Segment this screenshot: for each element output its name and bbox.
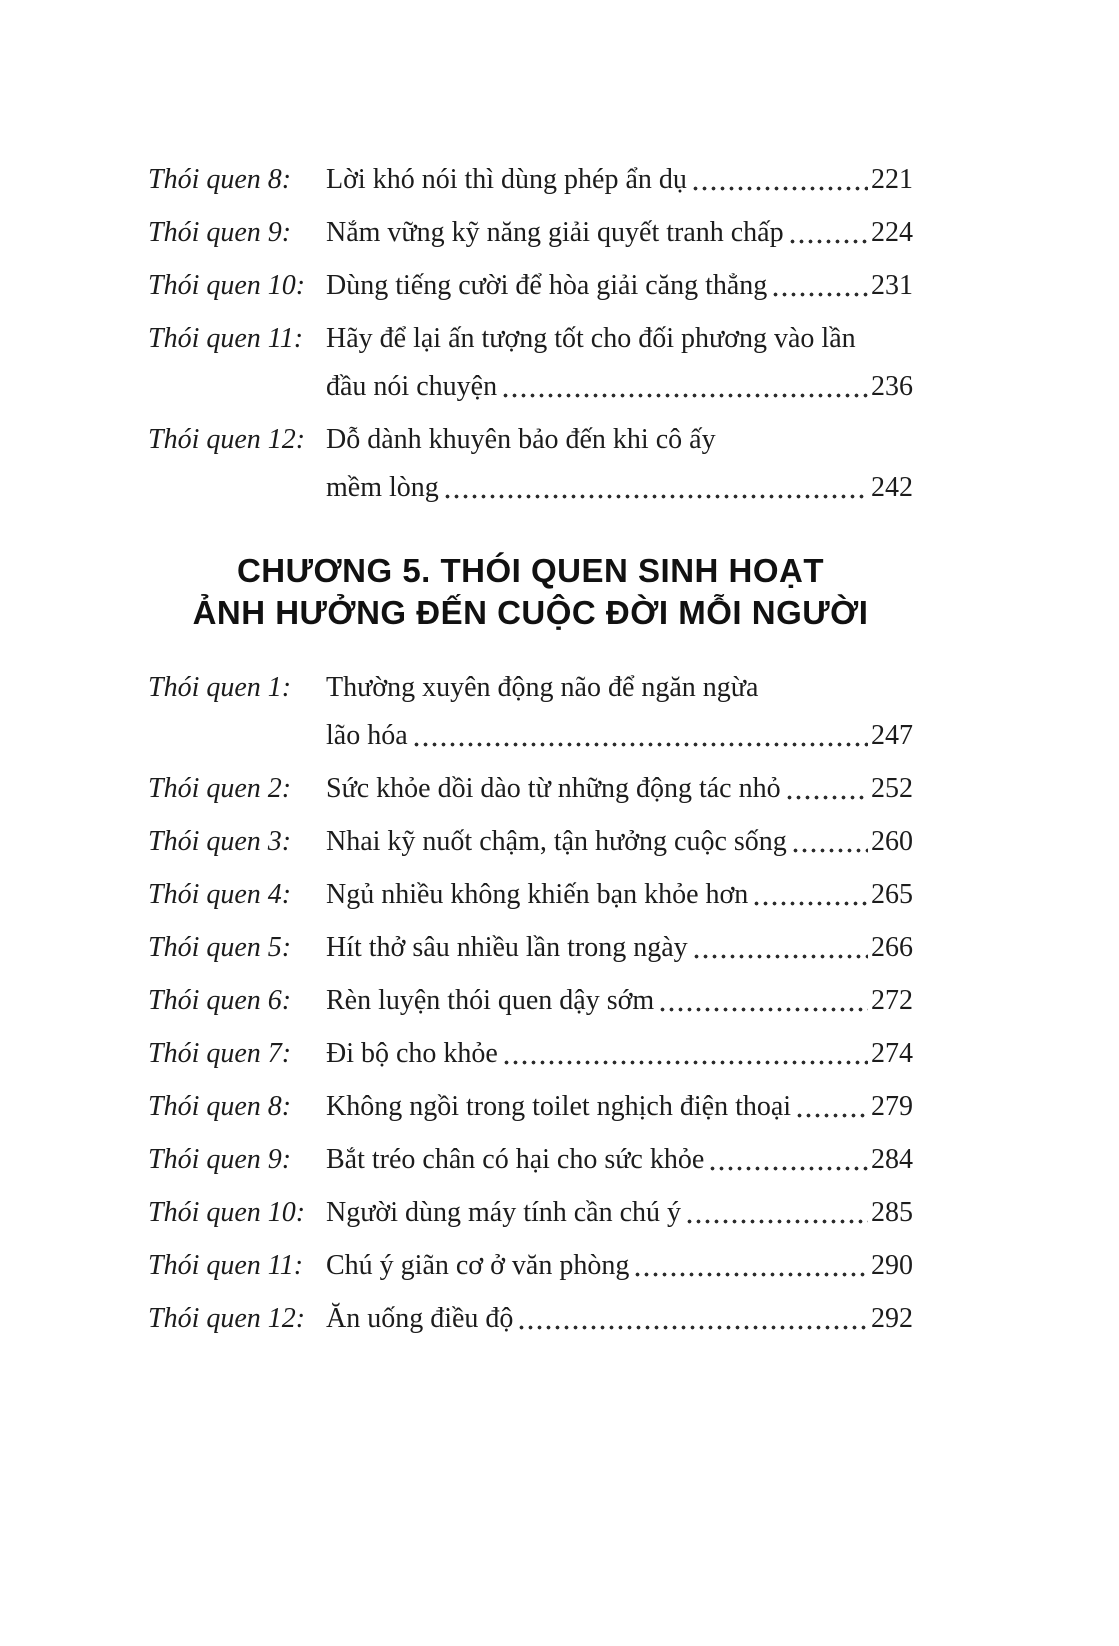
toc-entry-title: Nhai kỹ nuốt chậm, tận hưởng cuộc sống bbox=[326, 826, 787, 857]
toc-entry bbox=[148, 262, 913, 310]
toc-entry-line bbox=[326, 416, 913, 464]
toc-entry-label: Thói quen 11: bbox=[148, 1250, 304, 1281]
toc-entry-lines bbox=[326, 315, 913, 411]
toc-entry-label: Thói quen 3: bbox=[148, 826, 292, 857]
toc-entry-page-number: 272 bbox=[871, 985, 913, 1016]
toc-entry-page-number: 242 bbox=[871, 472, 913, 503]
toc-entry bbox=[148, 765, 913, 813]
toc-entry-line bbox=[326, 315, 913, 363]
toc-entry bbox=[148, 1189, 913, 1237]
toc-entry-page-number: 279 bbox=[871, 1091, 913, 1122]
toc-entry-page-number: 266 bbox=[871, 932, 913, 963]
dot-leader-icon bbox=[501, 393, 868, 398]
toc-entry-page-number: 285 bbox=[871, 1197, 913, 1228]
toc-entry-lines bbox=[326, 818, 913, 866]
toc-entry-page-number: 284 bbox=[871, 1144, 913, 1175]
toc-entry-label: Thói quen 11: bbox=[148, 323, 304, 354]
toc-entry-title: Dỗ dành khuyên bảo đến khi cô ấy bbox=[326, 424, 716, 455]
toc-entry-page-number: 290 bbox=[871, 1250, 913, 1281]
toc-entry-lines bbox=[326, 1295, 913, 1343]
toc-entry-line bbox=[326, 977, 913, 1025]
toc-entry-line bbox=[326, 765, 913, 813]
toc-entry-lines bbox=[326, 416, 913, 512]
toc-entry-page-number: 231 bbox=[871, 270, 913, 301]
toc-entry-line bbox=[326, 818, 913, 866]
toc-entry-label: Thói quen 10: bbox=[148, 270, 306, 301]
toc-entry-line bbox=[326, 1136, 913, 1184]
dot-leader-icon bbox=[708, 1166, 868, 1171]
dot-leader-icon bbox=[752, 901, 868, 906]
toc-entry-line bbox=[326, 1242, 913, 1290]
toc-entry-title: Sức khỏe dồi dào từ những động tác nhỏ bbox=[326, 773, 781, 804]
toc-entry-label: Thói quen 8: bbox=[148, 164, 292, 195]
toc-entry-title: Bắt tréo chân có hại cho sức khỏe bbox=[326, 1144, 705, 1175]
toc-entry-page-number: 221 bbox=[871, 164, 913, 195]
toc-entry-lines bbox=[326, 209, 913, 257]
toc-entry bbox=[148, 156, 913, 204]
chapter-heading bbox=[148, 550, 913, 634]
dot-leader-icon bbox=[633, 1272, 868, 1277]
toc-entry-lines bbox=[326, 1189, 913, 1237]
toc-entry bbox=[148, 1030, 913, 1078]
toc-entry-title: Rèn luyện thói quen dậy sớm bbox=[326, 985, 655, 1016]
toc-entry-lines bbox=[326, 871, 913, 919]
toc-entry-page-number: 252 bbox=[871, 773, 913, 804]
toc-entry-lines bbox=[326, 1242, 913, 1290]
toc-entry-label: Thói quen 12: bbox=[148, 424, 306, 455]
toc-entry-line bbox=[326, 664, 913, 712]
toc-entry-label: Thói quen 7: bbox=[148, 1038, 292, 1069]
dot-leader-icon bbox=[443, 494, 868, 499]
toc-entry bbox=[148, 924, 913, 972]
toc-entry-line bbox=[326, 1295, 913, 1343]
toc-entry-label: Thói quen 4: bbox=[148, 879, 292, 910]
toc-entry-title: Ngủ nhiều không khiến bạn khỏe hơn bbox=[326, 879, 749, 910]
toc-entry-lines bbox=[326, 156, 913, 204]
toc-entry-line bbox=[326, 1030, 913, 1078]
toc-entry-label: Thói quen 8: bbox=[148, 1091, 292, 1122]
toc-entry-lines bbox=[326, 1083, 913, 1131]
dot-leader-icon bbox=[771, 292, 868, 297]
dot-leader-icon bbox=[795, 1113, 868, 1118]
toc-entry bbox=[148, 1242, 913, 1290]
toc-entry-line bbox=[326, 156, 913, 204]
toc-entry-line bbox=[326, 1189, 913, 1237]
toc-entry-page-number: 292 bbox=[871, 1303, 913, 1334]
toc-entry-title: Hít thở sâu nhiều lần trong ngày bbox=[326, 932, 688, 963]
toc-entry-line bbox=[326, 262, 913, 310]
toc-entry-title: mềm lòng bbox=[326, 472, 439, 503]
toc-entry-label: Thói quen 2: bbox=[148, 773, 292, 804]
dot-leader-icon bbox=[502, 1060, 868, 1065]
toc-entry-lines bbox=[326, 765, 913, 813]
toc-entry-page-number: 224 bbox=[871, 217, 913, 248]
toc-entry bbox=[148, 209, 913, 257]
toc-entry-label: Thói quen 9: bbox=[148, 1144, 292, 1175]
toc-entry-line bbox=[326, 871, 913, 919]
dot-leader-icon bbox=[692, 954, 868, 959]
toc-entry bbox=[148, 1295, 913, 1343]
toc-entry-page-number: 265 bbox=[871, 879, 913, 910]
toc-entry bbox=[148, 977, 913, 1025]
dot-leader-icon bbox=[785, 795, 868, 800]
toc-entry-title: Lời khó nói thì dùng phép ẩn dụ bbox=[326, 164, 687, 195]
toc-entry-line bbox=[326, 363, 913, 411]
toc-entry-lines bbox=[326, 977, 913, 1025]
toc-entry bbox=[148, 315, 913, 411]
dot-leader-icon bbox=[658, 1007, 868, 1012]
toc-entry-page-number: 274 bbox=[871, 1038, 913, 1069]
toc-entry-page-number: 260 bbox=[871, 826, 913, 857]
dot-leader-icon bbox=[788, 239, 868, 244]
dot-leader-icon bbox=[685, 1219, 868, 1224]
toc-entry-title: lão hóa bbox=[326, 720, 408, 751]
toc-entry-title: Chú ý giãn cơ ở văn phòng bbox=[326, 1250, 630, 1281]
toc-entry-line bbox=[326, 712, 913, 760]
toc-entry-title: Ăn uống điều độ bbox=[326, 1303, 514, 1334]
toc-entry-lines bbox=[326, 924, 913, 972]
toc-entry-label: Thói quen 9: bbox=[148, 217, 292, 248]
toc-entry-page-number: 247 bbox=[871, 720, 913, 751]
chapter-heading-line: ẢNH HƯỞNG ĐẾN CUỘC ĐỜI MỖI NGƯỜI bbox=[192, 594, 869, 631]
toc-entry-title: Nắm vững kỹ năng giải quyết tranh chấp bbox=[326, 217, 784, 248]
toc-entry-line bbox=[326, 464, 913, 512]
toc-section-1 bbox=[148, 156, 913, 512]
toc-entry-title: Hãy để lại ấn tượng tốt cho đối phương vào lần bbox=[326, 323, 856, 354]
toc-entry-title: Người dùng máy tính cần chú ý bbox=[326, 1197, 682, 1228]
toc-entry bbox=[148, 664, 913, 760]
dot-leader-icon bbox=[691, 186, 868, 191]
toc-entry-label: Thói quen 10: bbox=[148, 1197, 306, 1228]
toc-entry-title: Thường xuyên động não để ngăn ngừa bbox=[326, 672, 759, 703]
dot-leader-icon bbox=[412, 742, 868, 747]
dot-leader-icon bbox=[517, 1325, 868, 1330]
chapter-heading-line: CHƯƠNG 5. THÓI QUEN SINH HOẠT bbox=[236, 552, 825, 589]
toc-entry bbox=[148, 1083, 913, 1131]
toc-entry-lines bbox=[326, 664, 913, 760]
toc-entry bbox=[148, 1136, 913, 1184]
toc-entry-label: Thói quen 5: bbox=[148, 932, 292, 963]
toc-entry-lines bbox=[326, 1030, 913, 1078]
toc-entry bbox=[148, 416, 913, 512]
toc-entry bbox=[148, 818, 913, 866]
toc-entry-lines bbox=[326, 262, 913, 310]
toc-entry-title: đầu nói chuyện bbox=[326, 371, 498, 402]
toc-entry-line bbox=[326, 209, 913, 257]
dot-leader-icon bbox=[791, 848, 868, 853]
toc-entry-line bbox=[326, 1083, 913, 1131]
toc-entry-title: Dùng tiếng cười để hòa giải căng thẳng bbox=[326, 270, 768, 301]
toc-entry-lines bbox=[326, 1136, 913, 1184]
toc-entry-label: Thói quen 6: bbox=[148, 985, 292, 1016]
toc-entry-title: Đi bộ cho khỏe bbox=[326, 1038, 498, 1069]
toc-section-2 bbox=[148, 550, 913, 1343]
toc-entry-title: Không ngồi trong toilet nghịch điện thoại bbox=[326, 1091, 792, 1122]
toc-entry-page-number: 236 bbox=[871, 371, 913, 402]
toc-entry-label: Thói quen 12: bbox=[148, 1303, 306, 1334]
toc-entry-line bbox=[326, 924, 913, 972]
toc-entry-label: Thói quen 1: bbox=[148, 672, 292, 703]
toc-entry bbox=[148, 871, 913, 919]
